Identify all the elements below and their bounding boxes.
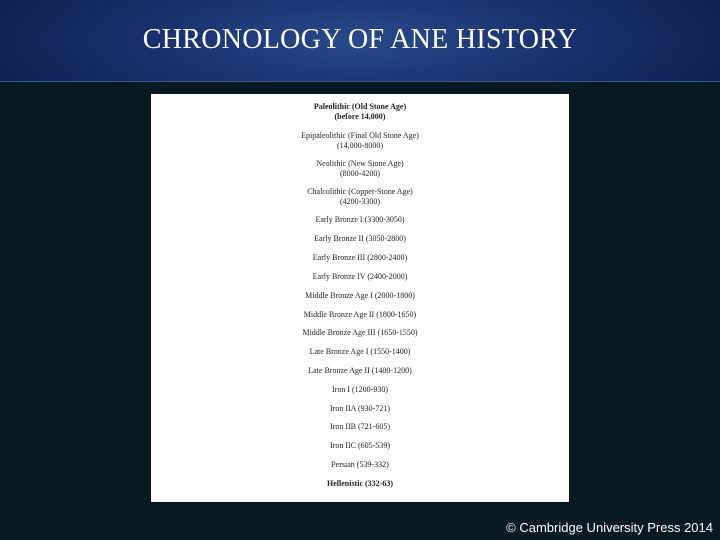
period-persian: Persian (539-332) (331, 460, 389, 469)
period-early-bronze-4: Early Bronze IV (2400-2000) (312, 272, 408, 281)
period-chalcolithic: Chalcolithic (Copper-Stone Age) (307, 187, 413, 196)
period-early-bronze-1: Early Bronze I (3300-3050) (315, 215, 405, 224)
period-iron-2c: Iron IIC (605-539) (330, 441, 390, 450)
period-paleolithic: Paleolithic (Old Stone Age) (313, 102, 407, 111)
period-epipaleolithic: Epipaleolithic (Final Old Stone Age) (301, 131, 419, 140)
period-neolithic: Neolithic (New Stone Age) (316, 159, 404, 168)
period-chalcolithic-dates: (4200-3300) (340, 197, 380, 206)
period-iron-2b: Iron IIB (721-605) (330, 422, 390, 431)
period-late-bronze-2: Late Bronze Age II (1400-1200) (308, 366, 412, 375)
period-iron-1: Iron I (1200-930) (332, 385, 388, 394)
period-early-bronze-2: Early Bronze II (3050-2800) (314, 234, 406, 243)
period-hellenistic: Hellenistic (332-63) (327, 479, 393, 488)
slide-title: CHRONOLOGY OF ANE HISTORY (142, 24, 578, 55)
period-epipaleolithic-dates: (14,000-8000) (337, 141, 383, 150)
period-neolithic-dates: (8000-4200) (340, 169, 380, 178)
copyright-notice: © Cambridge University Press 2014 (506, 520, 713, 535)
period-iron-2a: Iron IIA (930-721) (330, 404, 390, 413)
period-late-bronze-1: Late Bronze Age I (1550-1400) (309, 347, 411, 356)
chronology-image (151, 94, 569, 502)
title-bar (0, 0, 720, 82)
period-middle-bronze-1: Middle Bronze Age I (2000-1800) (305, 291, 415, 300)
period-middle-bronze-2: Middle Bronze Age II (1800-1650) (303, 310, 417, 319)
period-middle-bronze-3: Middle Bronze Age III (1650-1550) (302, 328, 418, 337)
period-early-bronze-3: Early Bronze III (2800-2400) (312, 253, 408, 262)
period-paleolithic-dates: (before 14,000) (334, 112, 386, 121)
